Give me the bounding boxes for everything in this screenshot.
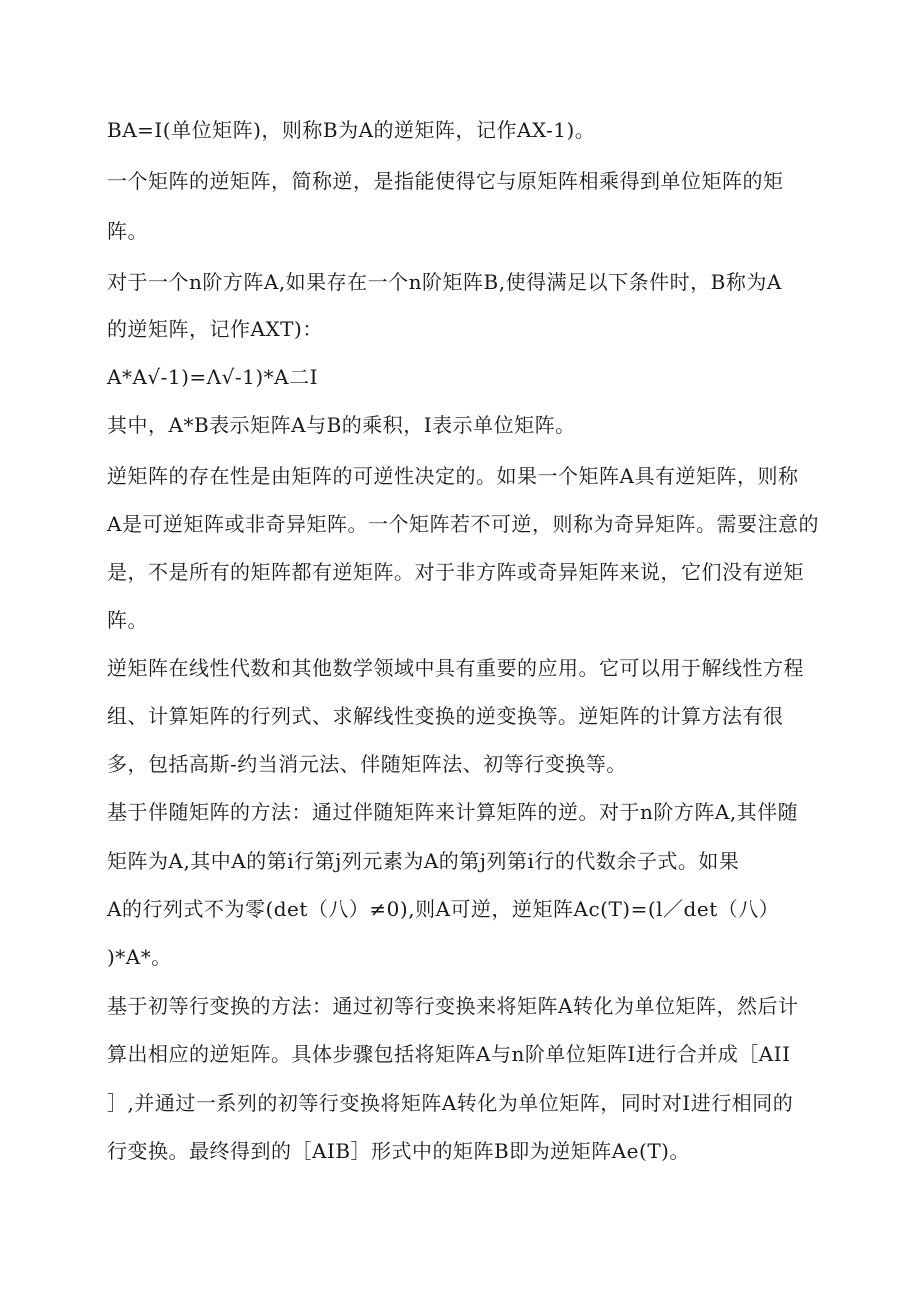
text-line: 行变换。最终得到的［AIB］形式中的矩阵B即为逆矩阵Ae(T)。 <box>107 1139 690 1163</box>
formula-line: A*A√-1)=Λ√-1)*A二I <box>107 365 318 389</box>
text-line: 阵。 <box>107 608 148 632</box>
text-line: A是可逆矩阵或非奇异矩阵。一个矩阵若不可逆，则称为奇异矩阵。需要注意的 <box>107 512 819 536</box>
text-line: 多，包括高斯-约当消元法、伴随矩阵法、初等行变换等。 <box>107 752 627 776</box>
text-line: 矩阵为A,其中A的第i行第j列元素为A的第j列第i行的代数余子式。如果 <box>107 849 740 873</box>
text-line: 是，不是所有的矩阵都有逆矩阵。对于非方阵或奇异矩阵来说，它们没有逆矩 <box>107 560 804 584</box>
text-line: 对于一个n阶方阵A,如果存在一个n阶矩阵B,使得满足以下条件时，B称为A <box>107 270 782 294</box>
text-line: 其中，A*B表示矩阵A与B的乘积，I表示单位矩阵。 <box>107 413 576 437</box>
text-line: 阵。 <box>107 219 148 243</box>
text-line: BA=I(单位矩阵)，则称B为A的逆矩阵，记作AX-1)。 <box>107 118 596 142</box>
text-line: ］,并通过一系列的初等行变换将矩阵A转化为单位矩阵，同时对I进行相同的 <box>107 1091 794 1115</box>
text-line: 逆矩阵在线性代数和其他数学领域中具有重要的应用。它可以用于解线性方程 <box>107 656 804 680</box>
text-line: 组、计算矩阵的行列式、求解线性变换的逆变换等。逆矩阵的计算方法有很 <box>107 704 784 728</box>
text-line: 基于伴随矩阵的方法：通过伴随矩阵来计算矩阵的逆。对于n阶方阵A,其伴随 <box>107 800 799 824</box>
text-line: 逆矩阵的存在性是由矩阵的可逆性决定的。如果一个矩阵A具有逆矩阵，则称 <box>107 464 799 488</box>
text-line: 基于初等行变换的方法：通过初等行变换来将矩阵A转化为单位矩阵，然后计 <box>107 994 799 1018</box>
text-line: A的行列式不为零(det（八）≠0),则A可逆，逆矩阵Ac(T)=(l／det（八） <box>107 897 780 921</box>
text-line: 一个矩阵的逆矩阵，简称逆，是指能使得它与原矩阵相乘得到单位矩阵的矩 <box>107 169 784 193</box>
text-line: )*A*。 <box>107 945 172 969</box>
text-line: 算出相应的逆矩阵。具体步骤包括将矩阵A与n阶单位矩阵I进行合并成［AII <box>107 1042 791 1066</box>
text-line: 的逆矩阵，记作AXT)： <box>107 317 323 341</box>
